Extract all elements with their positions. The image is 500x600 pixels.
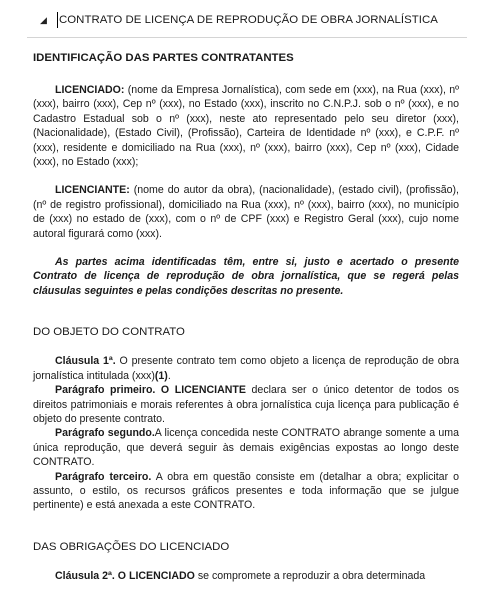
paragraph-first-text: declara ser o único detentor de todos os direitos patrimoniais e morais referentes à obra jornalística cuja licença para publicação é objeto do presente contrato. xyxy=(33,384,459,425)
object-heading: DO OBJETO DO CONTRATO xyxy=(33,326,185,339)
collapse-arrow-icon[interactable]: ◢ xyxy=(40,15,47,25)
document-body[interactable] xyxy=(33,50,459,583)
clause-2-label: Cláusula 2ª. xyxy=(55,569,115,582)
clause-2-text: se compromete a reproduzir a obra determinada xyxy=(194,569,426,582)
clause-2-party: O LICENCIADO xyxy=(114,569,195,582)
obligations-heading: DAS OBRIGAÇÕES DO LICENCIADO xyxy=(33,540,230,553)
clause-1-end: . xyxy=(167,369,171,382)
agreement-paragraph: As partes acima identificadas têm, entre si, justo e acertado o presente Contrato de licença de reprodução de obra jornalística, que se regerá pelas cláusulas seguintes e pelas condições descritas no presente. xyxy=(33,256,459,297)
clause-1 xyxy=(33,354,459,383)
paragraph-third xyxy=(33,470,459,513)
document-header xyxy=(37,12,467,30)
licensed-text: (nome da Empresa Jornalística), com sede em (xxx), na Rua (xxx), nº (xxx), bairro (xxx), Cep nº (xxx), no Estado (xxx), inscrito no C.N.P.J. sob o nº (xxx), e no Cadastro Estadual sob o nº (xxx), neste ato representado pelo seu diretor (xxx), (Nacionalidade), (Estado Civil), (Profissão), Carteira de Identidade nº (xxx), e C.P.F. nº (xxx), residente e domiciliado na Rua (xxx), nº (xxx), bairro (xxx), Cep nº (xxx), Cidade (xxx), no Estado (xxx); xyxy=(33,84,459,169)
clause-1-footnote-ref[interactable]: (1) xyxy=(154,369,168,382)
document-title: CONTRATO DE LICENÇA DE REPRODUÇÃO DE OBRA JORNALÍSTICA xyxy=(59,14,438,26)
licensor-paragraph xyxy=(33,183,459,241)
clause-1-label: Cláusula 1ª. xyxy=(55,355,116,368)
header-divider xyxy=(27,37,467,38)
paragraph-first-party: O LICENCIANTE xyxy=(155,384,246,397)
paragraph-second xyxy=(33,426,459,469)
paragraph-third-label: Parágrafo terceiro. xyxy=(55,470,152,483)
licensed-paragraph xyxy=(33,83,459,169)
paragraph-third-text: A obra em questão consiste em (detalhar a obra; explicitar o assunto, o estilo, os recursos gráficos presentes e toda informação que se julgue pertinente) e está anexada a este CONTRATO. xyxy=(33,470,459,512)
clause-2 xyxy=(33,569,459,583)
text-cursor xyxy=(57,12,58,28)
clause-1-text: O presente contrato tem como objeto a licença de reprodução de obra jornalística intitulada (xxx) xyxy=(33,355,459,382)
licensor-label: LICENCIANTE: xyxy=(55,184,130,197)
licensor-text: (nome do autor da obra), (nacionalidade), (estado civil), (profissão), (nº de registro profissional), domiciliado na Rua (xxx), nº (xxx), bairro (xxx), no município de (xxx) no estado de (xxx), com o nº de CPF (xxx) e Registro Geral (xxx), cujo nome autoral figurará como (xxx). xyxy=(33,184,459,240)
paragraph-second-text: A licença concedida neste CONTRATO abrange somente a uma única reprodução, que deverá seguir às demais exigências expostas ao longo deste CONTRATO. xyxy=(33,427,459,469)
identification-heading: IDENTIFICAÇÃO DAS PARTES CONTRATANTES xyxy=(33,52,294,64)
paragraph-second-label: Parágrafo segundo. xyxy=(55,427,155,440)
paragraph-first xyxy=(33,383,459,426)
paragraph-first-label: Parágrafo primeiro. xyxy=(55,384,156,397)
licensed-label: LICENCIADO: xyxy=(55,84,125,96)
